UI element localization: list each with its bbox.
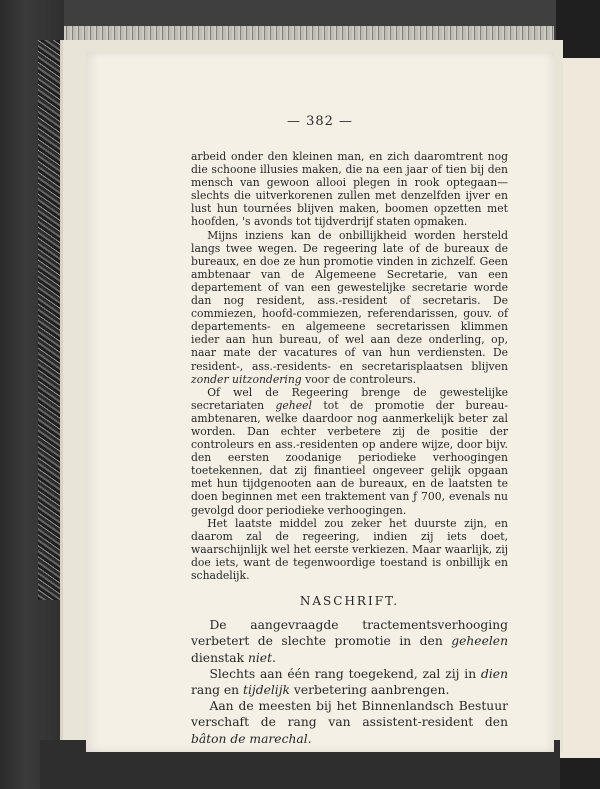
text-run: Of wel de Regeering brenge de gewestelijke secretariaten	[191, 385, 508, 412]
paragraph	[191, 150, 508, 229]
italic-text: bâton de marechal	[191, 731, 308, 746]
italic-text: zonder uitzondering	[191, 372, 302, 386]
book-page	[86, 52, 554, 752]
page-stack-top-edge	[64, 26, 554, 40]
text-run: dienstak	[191, 650, 248, 665]
text-run: Mijns inziens kan de onbillijkheid worden hersteld langs twee wegen. De regeering late of de bureaux de bureaux, en doe ze hun promotie vinden in zichzelf. Geen ambtenaar van de Algemeene Secretarie, van een departement of van een gewestelijke secretarie worde dan nog resident, ass.-resident of secretaris. De commiezen, hoofd-commiezen, referendarissen, gouv. of departements- en algemeene secretarissen klimmen ieder aan hun bureau, of wel aan deze onderling, op, naar mate der vacatures of van hun verdiensten. De resident-, ass.-residents- en secretarisplaatsen blijven	[191, 228, 508, 373]
text-run: Aan de meesten bij het Binnenlandsch Bestuur verschaft de rang van assistent-resident den	[191, 699, 508, 730]
text-run: arbeid onder den kleinen man, en zich daaromtrent nog die schoone illusies maken, die na een jaar of tien bij den mensch van gewoon allooi plegen in rook optegaan—slechts die uitverkorenen zullen met denzelfden ijver en lust hun tournées blijven maken, boomen opzetten met hoofden, 's avonds tot tijdverdrijf staten opmaken.	[191, 150, 508, 229]
text-run: .	[272, 650, 276, 665]
italic-text: dien	[480, 666, 508, 681]
naschrift-paragraphs	[191, 617, 508, 747]
paragraph	[191, 229, 508, 386]
page-body	[191, 150, 508, 747]
page-number: — 382 —	[286, 114, 354, 129]
text-run: tot de promotie der bureau-ambtenaren, welke daardoor nog aanmerkelijk beter zal worden. Dan echter verbetere zij de positie der controleurs en ass.-residenten op andere wijze, door bijv. den eersten zoodanige periodieke verhoogingen toetekennen, dat zij finantieel ongeveer gelijk opgaan met hun tijdgenooten aan de bureaux, en de laatsten te doen beginnen met een traktement van ƒ 700, evenals nu gevolgd door periodieke verhoogingen.	[191, 398, 508, 517]
italic-text: geheel	[275, 398, 312, 412]
body-paragraphs	[191, 150, 508, 582]
paragraph	[191, 517, 508, 582]
text-run: Het laatste middel zou zeker het duurste zijn, en daarom zal de regeering, indien zij iets doet, waarschijnlijk wel het eerste verkiezen. Maar waarlijk, zij doe iets, want de tegenwoordige toestand is onbillijk en schadelijk.	[191, 516, 508, 582]
text-run: De aangevraagde tractementsverhooging verbetert de slechte promotie in den	[191, 618, 508, 649]
italic-text: geheelen	[451, 634, 508, 649]
text-run: Slechts aan één rang toegekend, zal zij in	[209, 666, 481, 681]
facing-page-edge	[558, 58, 600, 758]
section-heading: NASCHRIFT.	[299, 594, 400, 609]
text-run: .	[307, 731, 312, 746]
italic-text: tijdelijk	[243, 683, 290, 697]
text-run: rang en	[191, 683, 244, 697]
paragraph	[191, 617, 508, 666]
paragraph	[191, 386, 508, 517]
marbled-endpaper	[38, 40, 60, 600]
text-run: verbetering aanbrengen.	[289, 683, 450, 697]
text-run: voor de controleurs.	[301, 372, 417, 386]
italic-text: niet	[247, 650, 273, 665]
paragraph	[191, 666, 508, 698]
paragraph	[191, 698, 508, 747]
